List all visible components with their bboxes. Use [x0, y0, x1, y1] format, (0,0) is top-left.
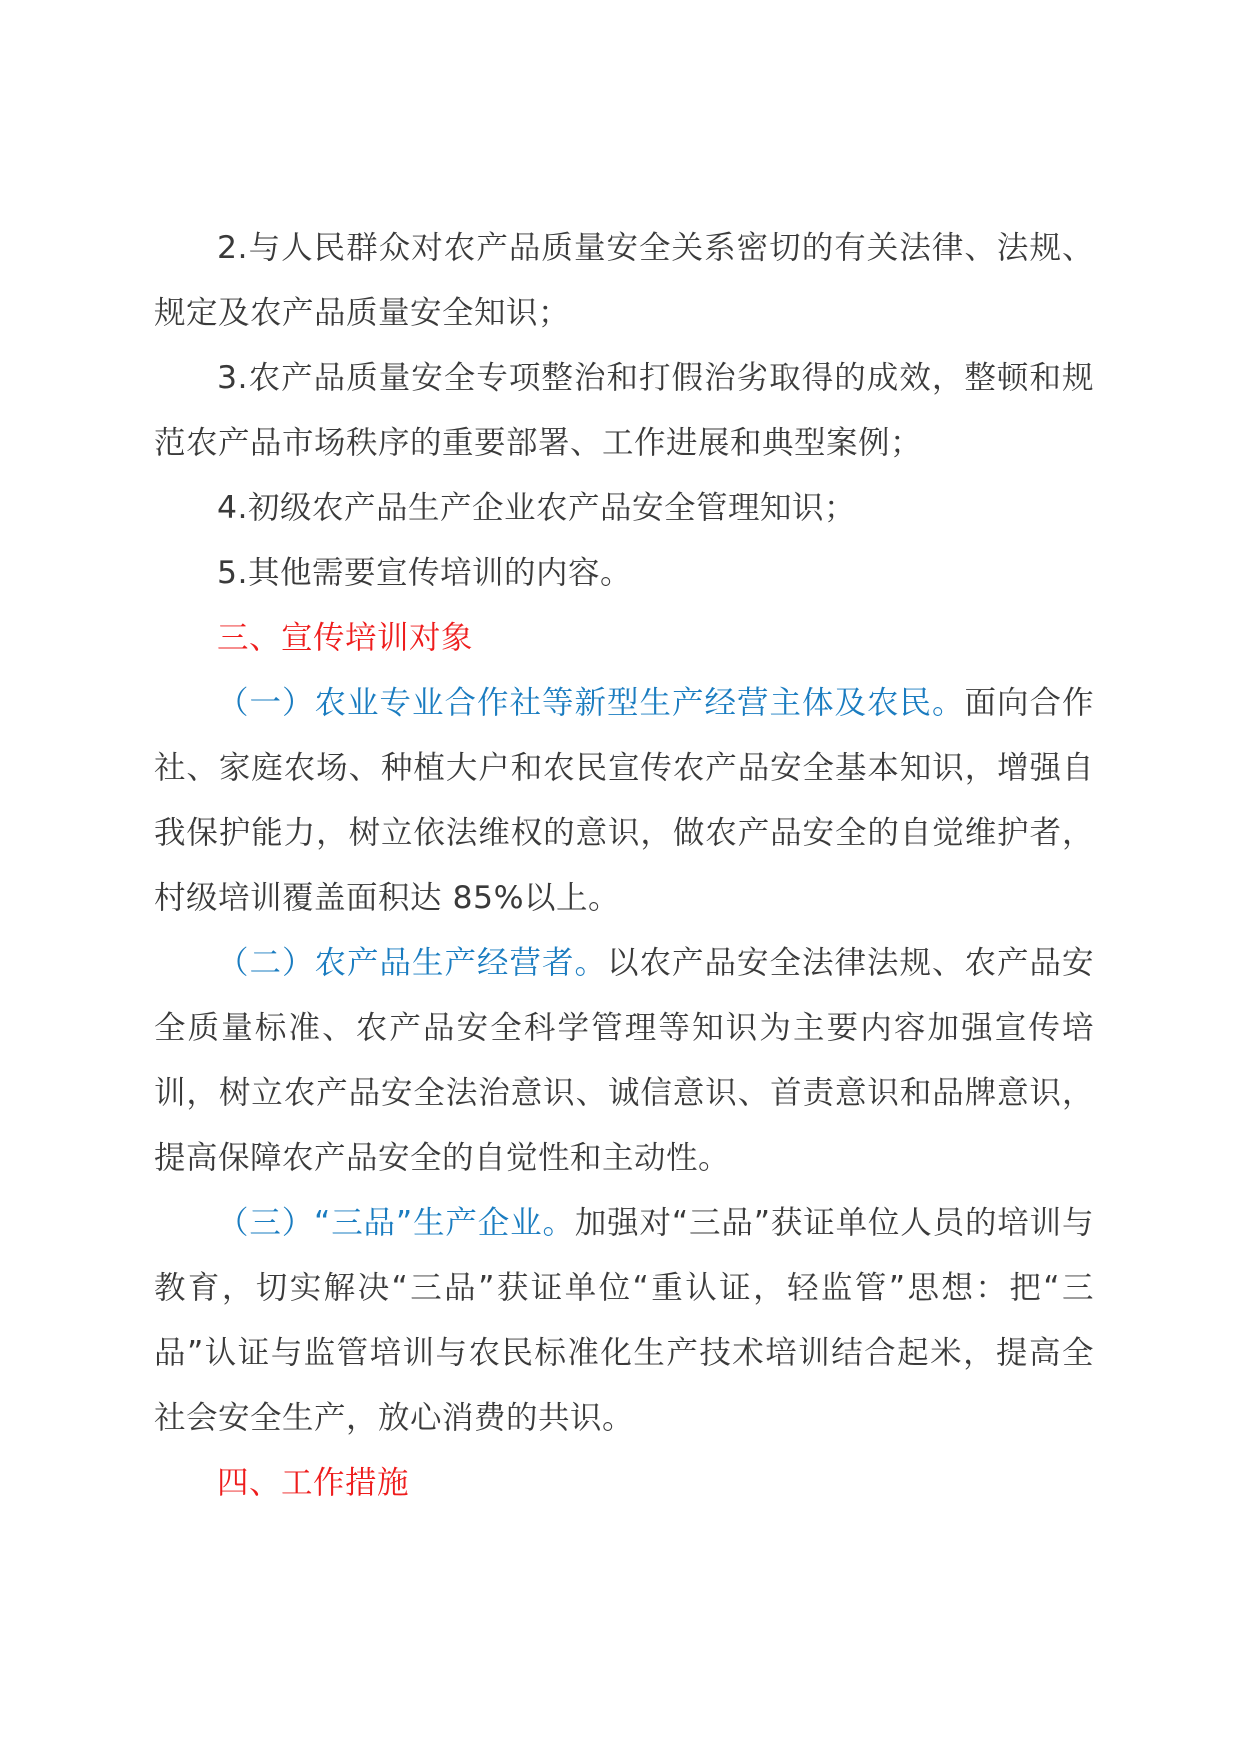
list-item-3: 3.农产品质量安全专项整治和打假治劣取得的成效，整顿和规范农产品市场秩序的重要部署、工作进展和典型案例；: [154, 360, 1094, 461]
section-heading-3: 三、宣传培训对象: [217, 620, 474, 656]
subsection-3-body: 加强对“三品”获证单位人员的培训与教育，切实解决“三品”获证单位“重认证，轻监管”思想：把“三品”认证与监管培训与农民标准化生产技术培训结合起米，提高全社会安全生产，放心消费的共识。: [154, 1205, 1095, 1436]
subsection-3: [154, 1191, 1094, 1451]
subsection-1-body: 面向合作社、家庭农场、种植大户和农民宣传农产品安全基本知识，增强自我保护能力，树立依法维权的意识，做农产品安全的自觉维护者，村级培训覆盖面积达 85%以上。: [154, 685, 1094, 916]
document-page: [154, 216, 1094, 1516]
list-item-2: 2.与人民群众对农产品质量安全关系密切的有关法律、法规、规定及农产品质量安全知识；: [154, 230, 1094, 331]
subsection-1: [154, 671, 1094, 931]
subsection-1-title: （一）农业专业合作社等新型生产经营主体及农民。: [217, 685, 965, 721]
subsection-2-body: 以农产品安全法律法规、农产品安全质量标准、农产品安全科学管理等知识为主要内容加强宣传培训，树立农产品安全法治意识、诚信意识、首责意识和品牌意识，提高保障农产品安全的自觉性和主动性。: [154, 945, 1094, 1176]
subsection-2-title: （二）农产品生产经营者。: [217, 945, 607, 981]
subsection-2: [154, 931, 1094, 1191]
subsection-3-title: （三）“三品”生产企业。: [217, 1205, 575, 1241]
section-heading-4: 四、工作措施: [217, 1465, 410, 1501]
list-item-4: 4.初级农产品生产企业农产品安全管理知识；: [217, 490, 857, 526]
list-item-5: 5.其他需要宣传培训的内容。: [217, 555, 633, 591]
